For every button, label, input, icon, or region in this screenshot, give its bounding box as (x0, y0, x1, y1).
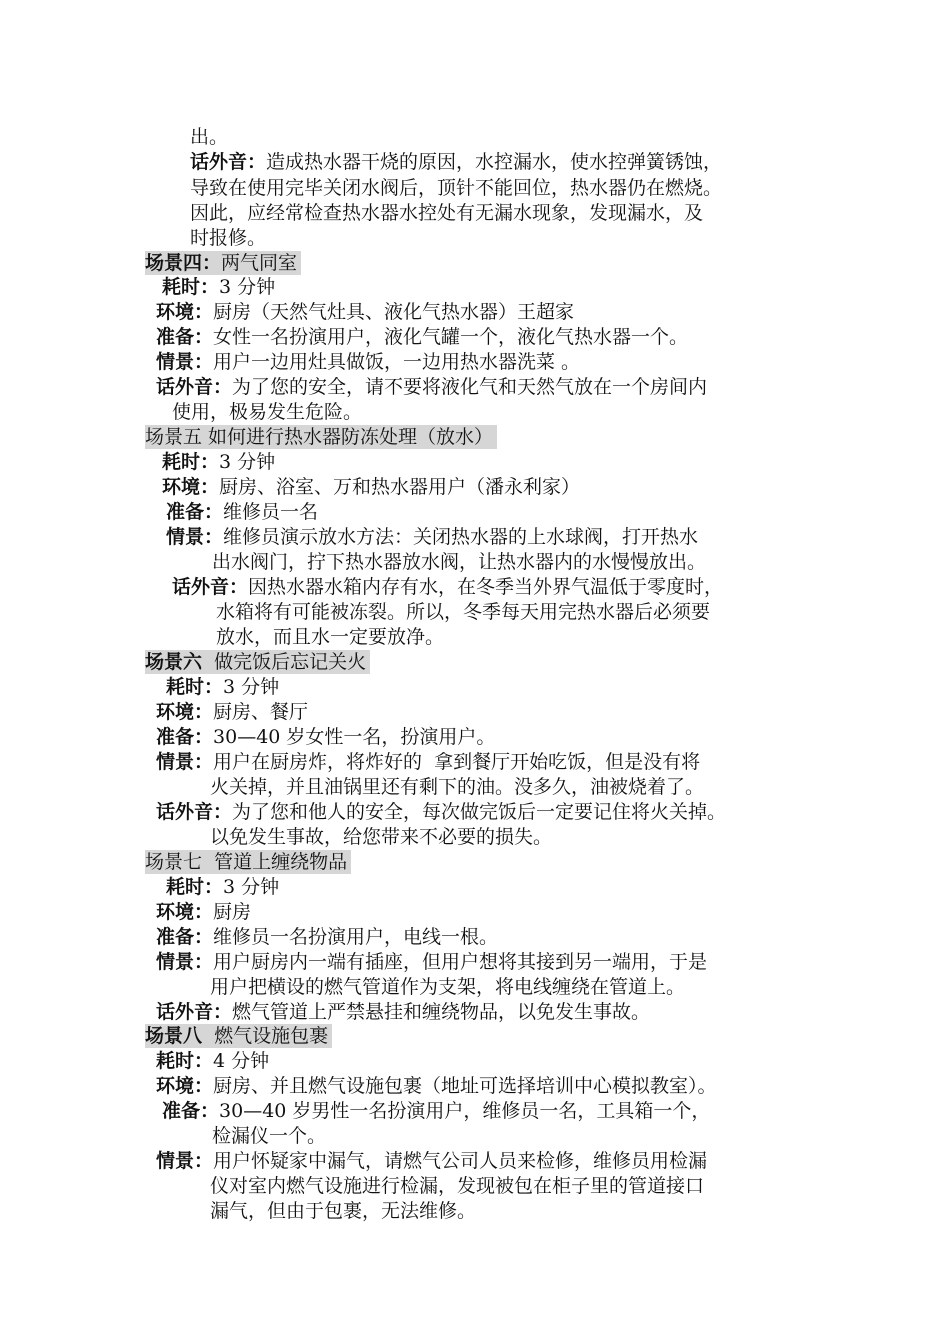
s3-text-line: 出。 (190, 126, 229, 148)
s8-scenario: 情景：用户怀疑家中漏气，请燃气公司人员来检修，维修员用检漏 (156, 1150, 708, 1172)
s6-voiceover: 话外音：为了您和他人的安全，每次做完饭后一定要记住将火关掉。 (156, 801, 727, 823)
s5-duration: 耗时：3 分钟 (162, 451, 276, 473)
s7-duration: 耗时：3 分钟 (166, 876, 280, 898)
s6-voiceover-line: 以免发生事故，给您带来不必要的损失。 (210, 826, 553, 848)
s6-scenario-line: 火关掉，并且油锅里还有剩下的油。没多久，油被烧着了。 (210, 776, 705, 798)
s5-voiceover-line: 放水，而且水一定要放净。 (216, 626, 445, 648)
s6-preparation: 准备：30—40 岁女性一名，扮演用户。 (156, 726, 496, 748)
s8-duration: 耗时：4 分钟 (156, 1050, 270, 1072)
s8-scenario-line: 漏气，但由于包裹，无法维修。 (210, 1200, 477, 1222)
s4-voiceover-line: 使用，极易发生危险。 (172, 401, 363, 423)
s7-scenario: 情景：用户厨房内一端有插座，但用户想将其接到另一端用，于是 (156, 951, 708, 973)
s7-environment: 环境：厨房 (156, 901, 252, 923)
s3-voiceover-line: 因此，应经常检查热水器水控处有无漏水现象，发现漏水，及 (190, 202, 704, 224)
s5-environment: 环境：厨房、浴室、万和热水器用户（潘永利家） (162, 476, 581, 498)
scene-8-heading: 场景八 燃气设施包裹 (145, 1024, 332, 1048)
s4-environment: 环境：厨房（天然气灶具、液化气热水器）王超家 (156, 301, 575, 323)
scene-4-heading: 场景四：两气同室 (145, 251, 301, 275)
s3-voiceover-line: 导致在使用完毕关闭水阀后，顶针不能回位，热水器仍在燃烧。 (190, 177, 723, 199)
s6-scenario: 情景：用户在厨房炸，将炸好的 拿到餐厅开始吃饭，但是没有将 (156, 751, 701, 773)
scene-6-heading: 场景六 做完饭后忘记关火 (145, 650, 370, 674)
s8-environment: 环境：厨房、并且燃气设施包裹（地址可选择培训中心模拟教室）。 (156, 1075, 717, 1097)
s7-scenario-line: 用户把横设的燃气管道作为支架，将电线缠绕在管道上。 (210, 976, 686, 998)
s8-scenario-line: 仪对室内燃气设施进行检漏，发现被包在柜子里的管道接口 (210, 1175, 705, 1197)
s8-preparation: 准备：30—40 岁男性一名扮演用户，维修员一名，工具箱一个， (162, 1100, 711, 1122)
s8-preparation-line: 检漏仪一个。 (212, 1125, 327, 1147)
s7-preparation: 准备：维修员一名扮演用户，电线一根。 (156, 926, 499, 948)
s5-scenario-line: 出水阀门，拧下热水器放水阀，让热水器内的水慢慢放出。 (212, 551, 707, 573)
s5-preparation: 准备：维修员一名 (166, 501, 319, 523)
s5-voiceover-line: 水箱将有可能被冻裂。所以，冬季每天用完热水器后必须要 (216, 601, 711, 623)
scene-5-heading: 场景五 如何进行热水器防冻处理（放水） (145, 425, 497, 449)
s4-voiceover: 话外音：为了您的安全，请不要将液化气和天然气放在一个房间内 (156, 376, 708, 398)
s4-preparation: 准备：女性一名扮演用户，液化气罐一个，液化气热水器一个。 (156, 326, 689, 348)
voiceover-label: 话外音： (190, 151, 267, 173)
s3-voiceover-line: 时报修。 (190, 227, 267, 249)
s5-voiceover: 话外音：因热水器水箱内存有水，在冬季当外界气温低于零度时， (172, 576, 724, 598)
s4-scenario: 情景：用户一边用灶具做饭，一边用热水器洗菜 。 (156, 351, 581, 373)
s6-duration: 耗时：3 分钟 (166, 676, 280, 698)
scene-7-heading: 场景七 管道上缠绕物品 (145, 850, 351, 874)
s3-voiceover: 话外音：造成热水器干烧的原因，水控漏水，使水控弹簧锈蚀， (190, 151, 723, 173)
s5-scenario: 情景：维修员演示放水方法：关闭热水器的上水球阀，打开热水 (166, 526, 699, 548)
s4-duration: 耗时：3 分钟 (162, 276, 276, 298)
s6-environment: 环境：厨房、餐厅 (156, 701, 309, 723)
s7-voiceover: 话外音：燃气管道上严禁悬挂和缠绕物品，以免发生事故。 (156, 1001, 651, 1023)
